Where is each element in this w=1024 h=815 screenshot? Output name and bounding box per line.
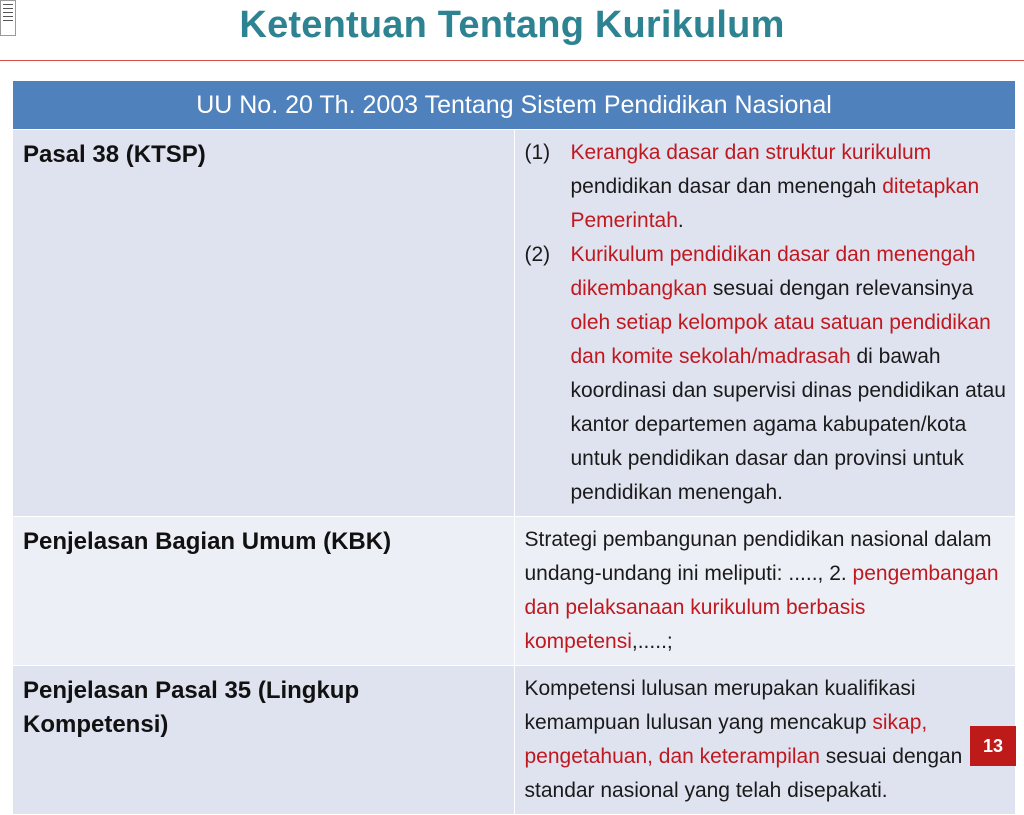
row-content: [514, 517, 1016, 666]
item-number: (1): [524, 141, 551, 164]
list-item: [525, 136, 1008, 238]
curriculum-table: [12, 80, 1016, 815]
text-segment: Kurikulum pendidikan dasar dan menengah dikembangkan: [570, 243, 976, 300]
table-header: UU No. 20 Th. 2003 Tentang Sistem Pendidikan Nasional: [13, 81, 1016, 130]
row-content: [514, 130, 1016, 517]
table-row: [13, 130, 1016, 517]
text-segment: ditetapkan Pemerintah: [570, 175, 980, 232]
table-row: [13, 666, 1016, 815]
text-segment: pengembangan dan pelaksanaan kurikulum berbasis kompetensi: [524, 562, 999, 653]
title-divider: [0, 60, 1024, 61]
text-segment: Kompetensi lulusan merupakan kualifikasi kemampuan lulusan yang mencakup: [524, 677, 916, 734]
text-segment: .: [677, 209, 684, 232]
text-segment: Strategi pembangunan pendidikan nasional dalam undang-undang ini meliputi: ....., 2.: [524, 528, 992, 585]
text-segment: pendidikan dasar dan menengah: [570, 175, 883, 198]
text-segment: di bawah koordinasi dan supervisi dinas pendidikan atau kantor departemen agama kabupaten/kota untuk pendidikan dasar dan provinsi untuk pendidikan menengah.: [570, 345, 1006, 504]
row-content: [514, 666, 1016, 815]
slide-title: Ketentuan Tentang Kurikulum: [239, 4, 785, 46]
item-number: (2): [524, 243, 551, 266]
list-item: [525, 238, 1008, 510]
text-segment: sesuai dengan standar nasional yang telah disepakati.: [524, 745, 963, 802]
row-label: Penjelasan Bagian Umum (KBK): [13, 517, 515, 666]
text-segment: Kerangka dasar dan struktur kurikulum: [570, 141, 932, 164]
item-text: [571, 136, 1008, 238]
text-segment: sikap, pengetahuan, dan keterampilan: [524, 711, 928, 768]
text-segment: ,.....;: [631, 630, 673, 653]
row-label: Pasal 38 (KTSP): [13, 130, 515, 517]
item-text: [571, 238, 1008, 510]
text-segment: sesuai dengan relevansinya: [707, 277, 974, 300]
table-row: [13, 517, 1016, 666]
page-number-badge: 13: [970, 726, 1016, 766]
text-segment: oleh setiap kelompok atau satuan pendidikan dan komite sekolah/madrasah: [570, 311, 991, 368]
row-label: Penjelasan Pasal 35 (Lingkup Kompetensi): [13, 666, 515, 815]
